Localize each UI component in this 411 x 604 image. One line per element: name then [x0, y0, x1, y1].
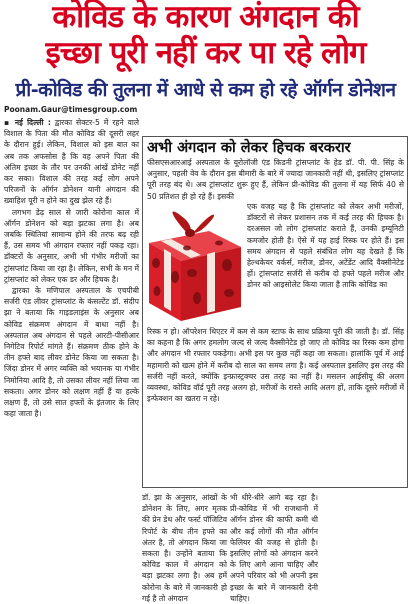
- left-column: [4, 117, 139, 545]
- byline-email: Poonam.Gaur@timesgroup.com: [4, 105, 138, 114]
- subheadline: प्री-कोविड की तुलना में आधे से कम हो रहे ऑर्गन डोनेशन: [15, 79, 396, 101]
- dateline: ▪ नई दिल्ली :: [4, 118, 51, 127]
- bottom-column-1: डॉ. झा के अनुसार, आंखों के डोनेशन के लिए, अगर मृतक की प्रेन डेथ और फर्स्ट पॉजिटिव रिपोर्ट के बीच तीन हफ्ते का अंतर है, तो अंगदान किया जा सकता है। उन्होंने बताया कि कोविड काल में अंगदान को बड़ा झटका लगा है। अब हमें कोरोना के बारे में जानकारी हो गई है तो अंगदान: [142, 493, 227, 603]
- sidebar-right-text: एक वजह यह है कि ट्रांसप्लांट को लेकर अभी मरीजों, डॉक्टरों से लेकर प्रशासन तक में कई तरह की हिचक है। दरअसल जो लोग ट्रांसप्लांट कराते हैं, उनकी इम्यूनिटी कमजोर होती है। ऐसे में यह हाई रिस्क पर होते हैं। इस समय अंगदान से पहले संबंधित लोग यह देखते हैं कि हेल्थकेयर वर्कर्स, मरीज, डोनर, अटेंडेंट आदि वैक्सीनेटेड हों। ट्रांसप्लांट सर्जरी से करीब दो हफ्ते पहले मरीज और डोनर को आइसोलेट किया जाता है ताकि कोविड का: [247, 202, 404, 290]
- bottom-column-3: [321, 492, 409, 546]
- sidebar-intro: फीसएसआरआई अस्पताल के यूरोलॉजी एंड किडनी ट्रांसप्लांट के हेड डॉ. पी. पी. सिंह के अनुसार, पहली वेव के दौरान इस बीमारी के बारे में ज्यादा जानकारी नहीं थी, इसलिए ट्रांसप्लांट पूरी तरह बंद थे। अब ट्रांसप्लांट शुरू हुए हैं, लेकिन प्री-कोविड की तुलना में यह सिर्फ 40 से 50 प्रतिशत ही हो रहे हैं। इसकी: [147, 158, 404, 201]
- sidebar-bottom-text: रिस्क न हो। ऑपरेशन थिएटर में कम से कम स्टाफ के साथ प्रक्रिया पूरी की जाती है। डॉ. सिंह का कहना है कि अगर हमलोग जल्द से जल्द वैक्सीनेटेड हो जाए तो कोविड का रिस्क कम होगा और अंगदान भी रफ्तार पकड़ेगा। अभी इस पर कुछ नहीं कहा जा सकता। हालांकि पूर्व में आई महामारी को खत्म होने में करीब दो साल का समय लगा है। कई अस्पताल इसलिए इस तरह की सर्जरी नहीं करते, क्योंकि इन्फ्रास्ट्रक्चर उस तरह का नहीं है। मसलन आईसीयू की अलग व्यवस्था, कोविड वॉर्ड पूरी तरह अलग हो, मरीजों के रास्ते आदि अलग हों, ताकि दूसरे मरीजों में इन्फेक्शन का खतरा न रहे।: [147, 327, 404, 404]
- headline-line-1: कोविड के कारण अंगदान की: [52, 0, 359, 35]
- bottom-column-2: भी धीरे-धीरे आगे बढ़ रहा है। प्री-कोविड में भी राजधानी में ऑर्गन डोनर की काफी कमी थी और कई लोगों की मौत ऑर्गन फेलियर की वजह से होती है। इसलिए लोगों को अंगदान करने के लिए आगे आना चाहिए और अपने परिवार को भी अपनी इस इच्छा के बारे में जानकारी देनी चाहिए।: [230, 493, 318, 603]
- left-paragraph-2: लगभग डेढ़ साल से जारी कोरोना काल में ऑर्गन डोनेशन को बड़ा झटका लगा है। अब जबकि स्थितियां सामान्य होने की तरफ बढ़ रही हैं, उस समय भी अंगदान रफ्तार नहीं पकड़ रहा। डॉक्टरों के अनुसार, अभी भी गंभीर मरीजों का ट्रांसप्लांट किया जा रहा है। लेकिन, सभी के मन में ट्रांसप्लांट को लेकर एक डर और हिचक है।: [4, 207, 139, 284]
- left-paragraph-1: ▪ नई दिल्ली : द्वारका सेक्टर-5 में रहने वाले विशाल के पिता की मौत कोविड की दूसरी लहर के दौरान हुई। लेकिन, विशाल को इस बात का अब तक अफसोस है कि वह अपने पिता की अंतिम इच्छा के तौर पर उनकी आंखें डोनेट नहीं कर सका। विशाल की तरह कई लोग अपने परिजनों के ऑर्गन डोनेशन यानी अंगदान की ख्वाहिश पूरी न होने का दुख झेल रहे हैं।: [4, 118, 139, 206]
- left-paragraph-3: द्वारका के मणिपाल अस्पताल के एचपीबी सर्जरी एंड लीवर ट्रांसप्लांट के कंसल्टेंट डॉ. संदीप झा ने बताया कि गाइडलाइंस के अनुसार अब कोविड संक्रमण अंगदान में बाधा नहीं है। अस्पताल अब अंगदान से पहले आरटी-पीसीआर निगेटिव रिपोर्ट मांगते हैं। संक्रमण ठीक होने के तीन हफ्ते बाद लीवर डोनेट किया जा सकता है। जिंदा डोनर में अगर व्यक्ति को भयानक या गंभीर निमोनिया आदि है, तो उसका लीवर नहीं लिया जा सकता। अगर डोनर को लक्षण नहीं हैं या हल्के लक्षण हैं, तो उसे सात हफ्तों के इंतजार के लिए कहा जाता है।: [4, 286, 139, 419]
- headline-line-2: इच्छा पूरी नहीं कर पा रहे लोग: [45, 35, 366, 71]
- organ-gift-box-icon: [147, 203, 243, 324]
- sidebar-title: अभी अंगदान को लेकर हिचक बरकरार: [147, 140, 351, 156]
